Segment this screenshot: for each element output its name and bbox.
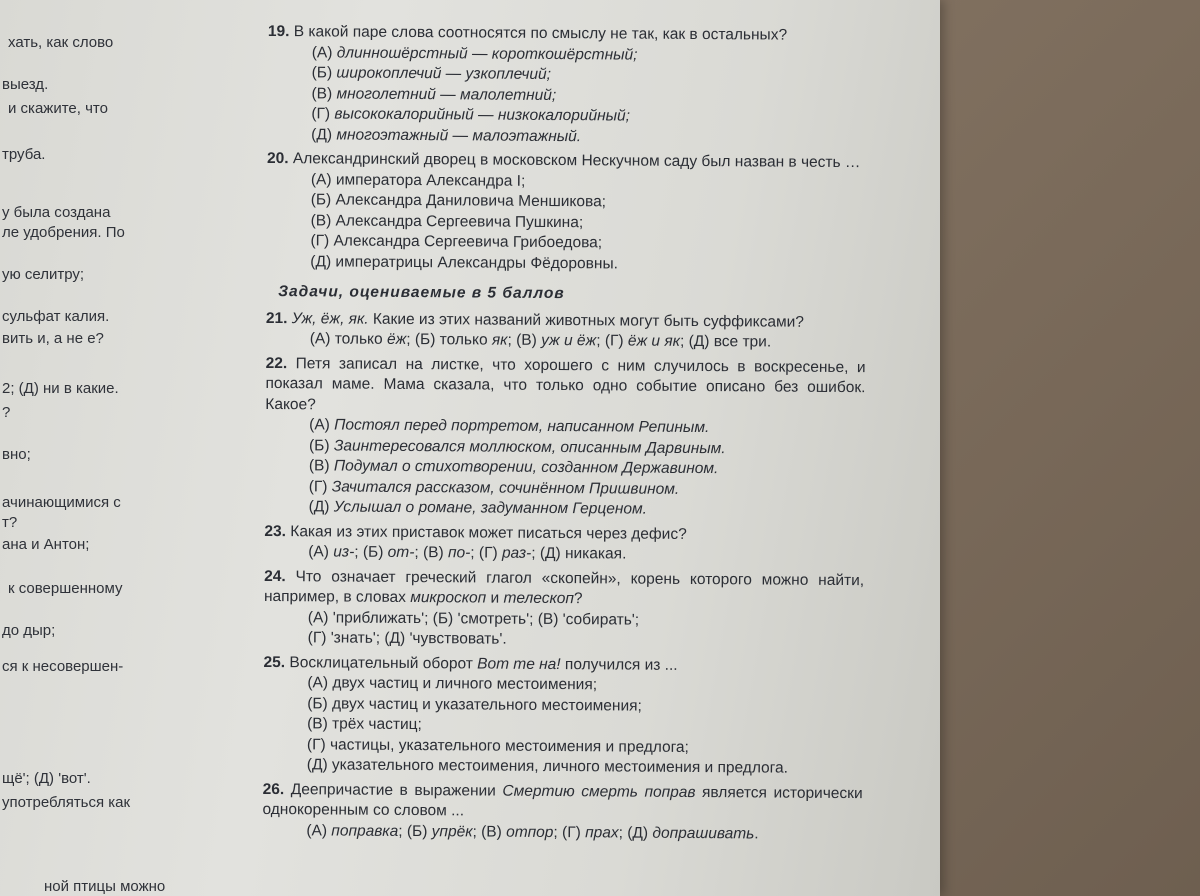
question-number: 25. [263,653,286,671]
option-b: (Б) Заинтересовался моллюском, описанным Дарвиным. [308,436,726,457]
left-line: ана и Антон; [2,536,90,553]
options-line-2: (Г) 'знать'; (Д) 'чувствовать'. [307,629,507,648]
answer-options [310,170,867,276]
option-a: (А) императора Александра I; [310,170,526,190]
option-v: (В) многолетний — малолетний; [311,84,557,104]
question-stem [265,353,865,419]
option-v: (В) Александра Сергеевича Пушкина; [310,211,584,231]
left-line: и скажите, что [8,100,108,117]
left-line: выезд. [2,76,49,93]
option-b: (Б) широкоплечий — узкоплечий; [311,64,552,83]
answer-options: (А) поправка; (Б) упрёк; (В) отпор; (Г) прах; (Д) допрашивать. [306,821,759,842]
left-column-fragment [0,0,170,896]
option-b: (Б) Александра Даниловича Меншикова; [310,191,607,211]
question-19 [267,22,868,149]
question-22 [265,353,866,521]
option-v: (В) Подумал о стихотворении, созданном Державином. [308,457,719,478]
left-line: вно; [2,446,31,463]
question-20 [266,149,867,276]
option-g: (Г) высококалорийный — низкокалорийный; [311,105,631,125]
left-line: ле удобрения. По [2,224,125,241]
question-24 [264,566,865,652]
question-text: Какие из этих названий животных могут быть суффиксами? [372,310,804,331]
section-title: Задачи, оцениваемые в 5 баллов [278,283,565,303]
question-text: Петя записал на листке, что хорошего с ним случилось в воскресенье, и показал маме. Мама сказала, что только одно событие описано без ошибок. Какое? [265,354,866,413]
left-line: вить и, а не е? [2,330,104,347]
left-line: у была создана [2,204,111,221]
answer-options: (А) только ёж; (Б) только як; (В) уж и ёж; (Г) ёж и як; (Д) все три. [309,330,772,351]
left-line: употребляться как [2,794,131,811]
option-b: (Б) двух частиц и указательного местоимения; [307,694,642,715]
left-line: до дыр; [2,622,56,639]
options-line-1: (А) 'приближать'; (Б) 'смотреть'; (В) 'собирать'; [307,608,640,629]
option-a: (А) Постоял перед портретом, написанном Репиным. [309,416,710,437]
option-g: (Г) Зачитался рассказом, сочинённом Пришвином. [308,477,680,498]
option-g: (Г) Александра Сергеевича Грибоедова; [310,232,603,252]
option-a: (А) длинношёрстный — короткошёрстный; [311,43,638,64]
question-text: Какая из этих приставок может писаться через дефис? [290,522,687,543]
question-number: 20. [266,149,289,168]
question-text: В какой паре слова соотносятся по смыслу не так, как в остальных? [293,23,788,44]
option-g: (Г) частицы, указательного местоимения и предлога; [306,735,689,756]
option-d: (Д) указательного местоимения, личного местоимения и предлога. [306,756,789,777]
question-23 [264,521,864,566]
question-21 [266,308,866,353]
left-line: ую селитру; [2,266,85,283]
answer-options [307,673,864,779]
question-number: 24. [264,567,286,585]
left-line: ? [2,404,11,421]
question-number: 23. [264,522,287,540]
left-line: труба. [2,146,46,163]
question-text: Александринский дворец в московском Нескучном саду был назван в честь … [292,150,861,172]
question-stem: 26. Деепричастие в выражении Смертию смерть поправ является исторически однокоренным со словом ... [262,780,863,820]
question-25 [263,652,864,779]
answer-options [308,608,864,653]
answer-options [311,43,868,149]
question-stem: 25. Восклицательный оборот Вот те на! получился из ... [263,653,678,674]
left-line: ачинающимися с [2,494,121,511]
left-line: хать, как слово [8,34,114,51]
question-26 [262,779,862,845]
left-line: к совершенному [8,580,123,597]
questions-column [262,22,868,849]
left-line: т? [2,514,18,531]
left-line: щё'; (Д) 'вот'. [2,770,91,787]
question-number: 21. [265,309,288,327]
question-number: 19. [267,22,290,41]
question-number: 22. [265,354,288,372]
option-v: (В) трёх частиц; [307,715,422,734]
left-line: сульфат калия. [2,308,110,325]
left-line: 2; (Д) ни в какие. [2,380,119,397]
option-a: (А) двух частиц и личного местоимения; [307,674,598,694]
option-d: (Д) Услышал о романе, задуманном Герценом. [308,498,648,518]
option-d: (Д) многоэтажный — малоэтажный. [311,125,582,145]
answer-options: (А) из-; (Б) от-; (В) по-; (Г) раз-; (Д) никакая. [308,543,627,563]
question-words: Уж, ёж, як. [291,309,369,328]
answer-options [309,415,866,521]
left-line: ной птицы можно [44,878,166,895]
question-number: 26. [262,780,285,798]
left-line: ся к несовершен- [2,658,124,675]
question-stem: 24. Что означает греческий глагол «скопейн», корень которого можно найти, например, в словах микроскоп и телескоп? [263,567,865,608]
option-d: (Д) императрицы Александры Фёдоровны. [310,252,618,272]
